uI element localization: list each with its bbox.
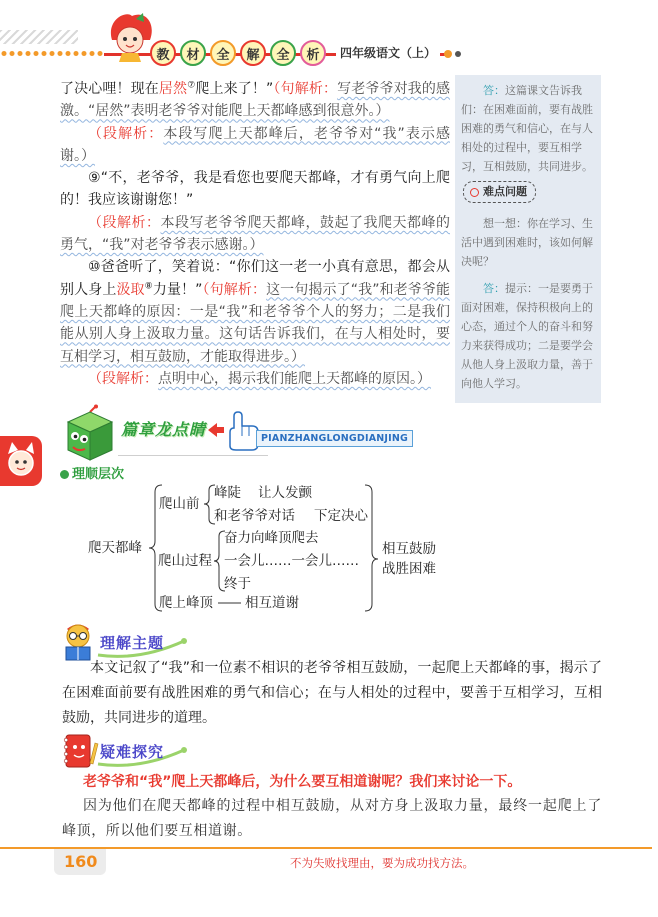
tree-step: 终于 — [224, 576, 251, 592]
section-divider — [118, 455, 268, 456]
paragraph-analysis-label: （段解析： — [88, 370, 158, 387]
text-run: 爬上来了！” — [195, 81, 274, 97]
sentence-analysis-label: （句解析： — [202, 281, 267, 298]
tree-summary: 相互鼓励 — [382, 541, 436, 557]
answer-text: 这篇课文告诉我们：在困难面前，要有战胜困难的勇气和信心，在与人相处的过程中，要互相学习，互相鼓励，共同进步。 — [461, 84, 593, 173]
paragraph-10 — [60, 256, 450, 367]
paragraph-analysis-label: （段解析： — [88, 125, 164, 142]
tree-top-result: 相互道谢 — [245, 595, 299, 611]
tree-feeling: 下定决心 — [314, 508, 368, 524]
tree-before-label: 爬山前 — [159, 496, 200, 512]
paragraph-analysis-text: 本段写老爷爷爬天都峰，鼓起了我爬天都峰的勇气，“我”对老爷爷表示感谢。） — [60, 214, 450, 254]
paragraph-analysis — [60, 123, 450, 168]
title-char: 解 — [240, 40, 266, 66]
header-hatch-decoration — [0, 30, 78, 44]
answer-text: 提示：一是要勇于面对困难，保持积极向上的心态，通过个人的奋斗和努力来获得成功；二是要学会从他人身上汲取力量，善于向他人学习。 — [461, 282, 593, 390]
ring-icon — [470, 188, 479, 197]
title-char: 析 — [300, 40, 326, 66]
structure-diagram — [62, 482, 602, 614]
header-dot-line — [0, 50, 104, 57]
paragraph-analysis-text: 点明中心，揭示我们能爬上天都峰的原因。） — [158, 370, 431, 387]
green-cube-mascot-icon — [60, 404, 120, 462]
footer-motto: 不为失败找理由，要为成功找方法。 — [290, 856, 474, 870]
text-run: 力量！” — [152, 281, 203, 298]
brace-lines — [62, 482, 602, 614]
keyword: 汲取 — [116, 281, 145, 298]
sentence-analysis: 这一句揭示了“我”和老爷爷能爬上天都峰的原因：一是“我”和老爷爷个人的努力；二是我们能从别人身上汲取力量。这句话告诉我们，在与人相处时，要互相学习，相互鼓励，才能取得进步。） — [60, 281, 450, 365]
theme-paragraph: 本文记叙了“我”和一位素不相识的老爷爷相互鼓励，一起爬上天都峰的事，揭示了在困难面前要有战胜困难的勇气和信心；在与人相处的过程中，要善于互相学习，互相鼓励，共同进步的道理。 — [62, 660, 602, 726]
title-char: 教 — [150, 40, 176, 66]
note-marker: ⑧ — [144, 281, 153, 292]
explore-question: 老爷爷和“我”爬上天都峰后，为什么要互相道谢呢？我们来讨论一下。 — [83, 774, 522, 790]
cartoon-girl-icon — [106, 10, 154, 62]
tree-top-label: 爬上峰顶 — [159, 595, 213, 611]
sentence-analysis: 写老爷爷对我的感激。“居然”表明老爷爷对能爬上天都峰感到很意外。） — [60, 81, 451, 120]
header-dot-orange — [444, 50, 452, 58]
title-char: 全 — [270, 40, 296, 66]
tree-root: 爬天都峰 — [88, 540, 142, 556]
tree-event: 峰陡 — [214, 485, 241, 501]
note-marker: ⑦ — [187, 80, 196, 91]
paragraph-analysis-text: 本段写爬上天都峰后，老爷爷对“我”表示感谢。） — [60, 125, 450, 164]
paragraph-9: ⑨“不，老爷爷，我是看您也要爬天都峰，才有勇气向上爬的！我应该谢谢您！” — [60, 170, 450, 209]
header-dot-dark — [455, 51, 461, 57]
paragraph-analysis — [60, 368, 450, 390]
structure-heading-label: 理顺层次 — [72, 467, 125, 482]
page-number: 160 — [64, 852, 98, 871]
paragraph-analysis-label: （段解析： — [88, 214, 161, 231]
explore-answer: 因为他们在爬天都峰的过程中相互鼓励，从对方身上汲取力量，最终一起爬上了峰顶，所以他们要互相道谢。 — [62, 798, 602, 839]
notebook-mascot-icon — [60, 731, 100, 771]
main-text-column — [60, 78, 450, 390]
grade-subject-label: 四年级语文（上） — [336, 44, 440, 61]
summary-brace — [365, 485, 378, 611]
tree-during-label: 爬山过程 — [158, 553, 212, 569]
cartoon-face-icon — [0, 436, 42, 486]
title-char: 材 — [180, 40, 206, 66]
theme-heading: 理解主题 — [100, 634, 165, 652]
tree-event: 和老爷爷对话 — [214, 508, 295, 524]
book-title — [150, 40, 330, 66]
tree-feeling: 让人发颤 — [258, 485, 312, 501]
sidebar-notes — [455, 75, 601, 403]
section-pinyin: PIANZHANGLONGDIANJING — [256, 430, 413, 447]
red-arrow-icon — [208, 423, 224, 437]
green-dot-icon — [60, 470, 69, 479]
sidebar-question: 想一想：你在学习、生活中遇到困难时，该如何解决呢？ — [461, 217, 593, 268]
difficult-question-label: 难点问题 — [483, 185, 527, 198]
title-char: 全 — [210, 40, 236, 66]
paragraph-continuation — [60, 78, 450, 123]
sidebar-answer — [461, 81, 595, 176]
answer-label: 答： — [483, 84, 505, 97]
section-title: 篇章龙点睛 — [121, 420, 207, 439]
difficult-question-heading — [463, 181, 536, 203]
keyword: 居然 — [158, 81, 188, 97]
text-run: 了决心哩！现在 — [60, 81, 159, 97]
answer-label: 答： — [483, 282, 505, 295]
explore-heading: 疑难探究 — [100, 743, 165, 761]
side-tab — [0, 436, 42, 486]
tree-step: 奋力向峰顶爬去 — [224, 530, 319, 546]
text-run: ⑩爸爸听了，笑着说：“你们这一老一小真有意思，都会从别人身上 — [60, 259, 450, 298]
tree-step: 一会儿……一会儿…… — [224, 553, 359, 569]
sentence-analysis-label: （句解析： — [273, 81, 338, 97]
sidebar-answer — [461, 279, 595, 393]
tree-summary: 战胜困难 — [382, 561, 436, 577]
paragraph-analysis — [60, 212, 450, 257]
